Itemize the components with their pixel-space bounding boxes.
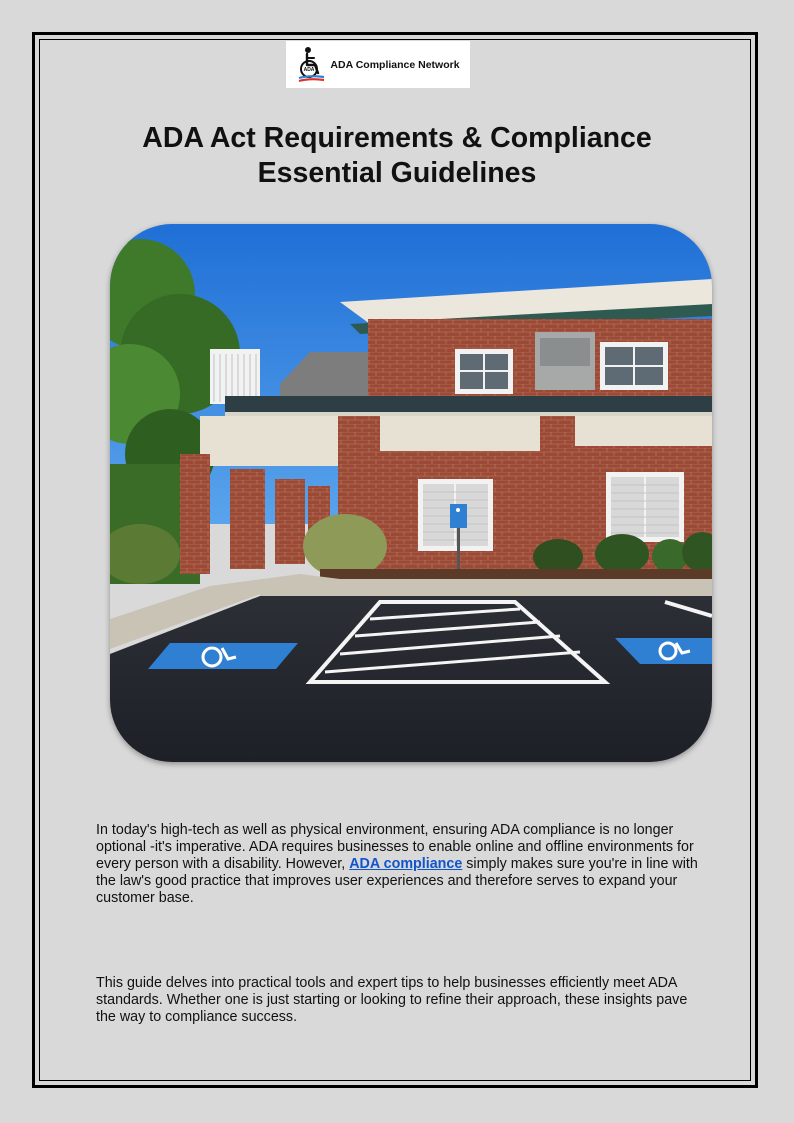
intro-text-start: In today's high-tech as well as physical environment, ensuring ADA compliance is no longer optional -it's imperative. ADA requires businesses to enable online and offline environments for every person with a disability. However, (96, 822, 694, 872)
title-line-1: ADA Act Requirements & Compliance (142, 122, 652, 154)
guide-paragraph: This guide delves into practical tools and expert tips to help businesses efficiently meet ADA standards. Whether one is just starting or looking to refine their approach, these insights pave the way to compliance success. (96, 975, 688, 1025)
intro-paragraph (96, 822, 708, 907)
svg-text:ADA: ADA (304, 66, 315, 73)
logo-text: ADA Compliance Network (330, 58, 460, 71)
parking-lot-photo (110, 224, 712, 762)
ada-compliance-link[interactable]: ADA compliance (349, 856, 463, 872)
wheelchair-logo-icon (296, 45, 326, 85)
intro-text-end: simply makes sure you're in line with the law's good practice that improves user experiences and therefore serves to expand your customer base. (96, 856, 698, 906)
title-line-2: Essential Guidelines (257, 157, 537, 189)
company-logo[interactable] (286, 41, 470, 88)
page-title (40, 121, 754, 191)
